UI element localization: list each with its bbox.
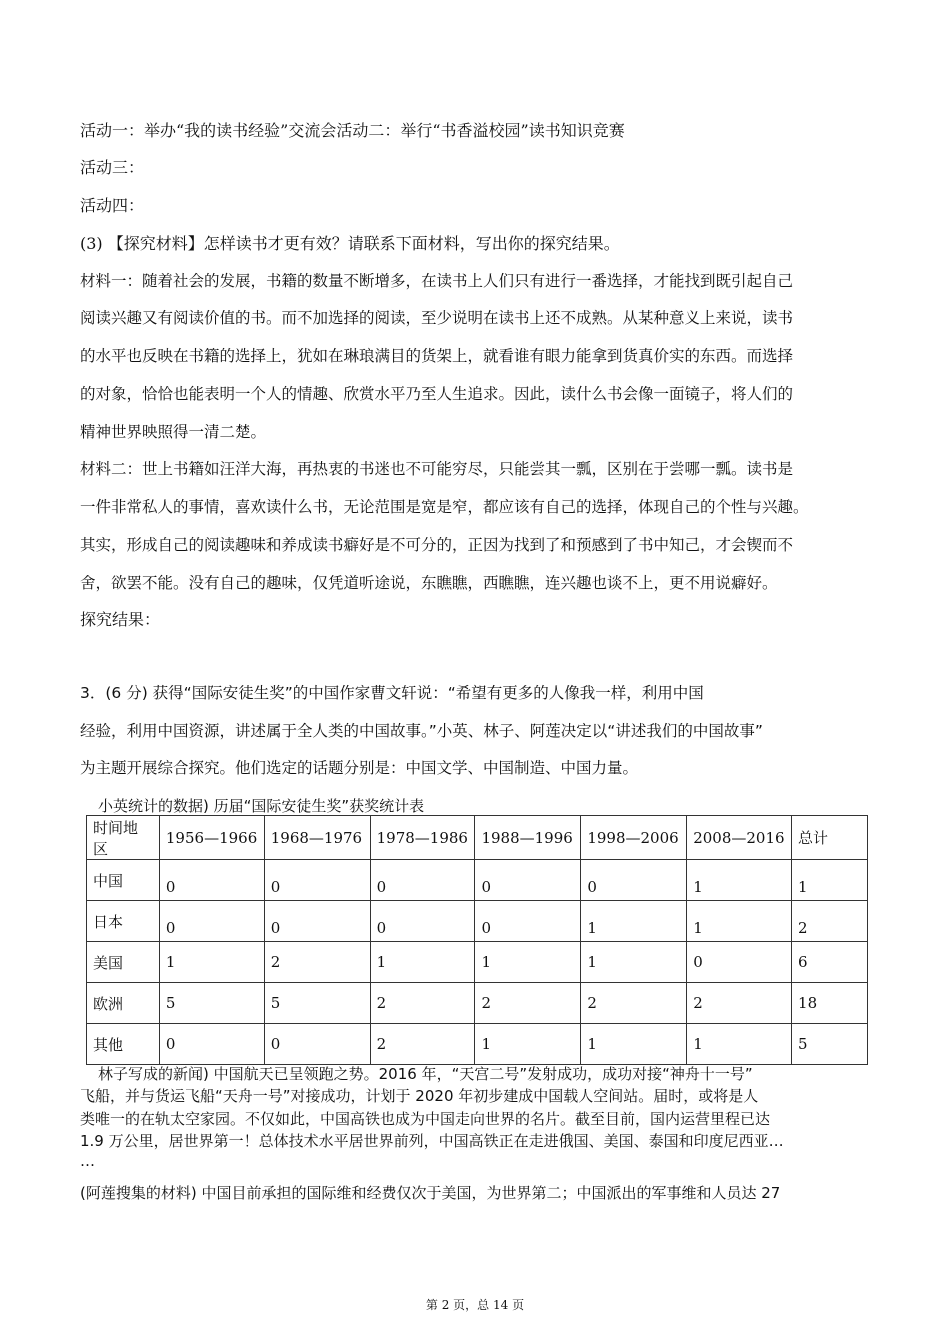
value-cell: 1: [581, 901, 687, 942]
value-cell: 2: [687, 983, 792, 1024]
region-cell: 美国: [87, 942, 160, 983]
table-row: [87, 901, 868, 942]
activity-line-1: 活动一：举办“我的读书经验”交流会活动二：举行“书香溢校园”读书知识竞赛: [80, 121, 625, 140]
activity-line-3: 活动四：: [80, 196, 145, 215]
value-cell: 1: [792, 860, 868, 901]
header-period-cell: 1956—1966: [159, 816, 264, 860]
value-cell: 0: [159, 860, 264, 901]
value-cell: 0: [370, 901, 475, 942]
value-cell: 1: [581, 1024, 687, 1065]
paragraph-line: 精神世界映照得一清二楚。: [80, 423, 267, 441]
value-cell: 2: [581, 983, 687, 1024]
value-cell: 2: [475, 983, 581, 1024]
paragraph-line: 舍，欲罢不能。没有自己的趣味，仅凭道听途说，东瞧瞧，西瞧瞧，连兴趣也谈不上，更不用说癖好。: [80, 574, 778, 592]
region-cell: 欧洲: [87, 983, 160, 1024]
question-3-part3-prompt: (3) 【探究材料】怎样读书才更有效？请联系下面材料，写出你的探究结果。: [80, 234, 620, 253]
page-footer: 第 2 页，总 14 页: [425, 1298, 525, 1312]
table-row: [87, 942, 868, 983]
value-cell: 1: [475, 942, 581, 983]
value-cell: 0: [264, 860, 370, 901]
result-label: 探究结果：: [80, 610, 161, 629]
paragraph-line: 一件非常私人的事情，喜欢读什么书，无论范围是宽是窄，都应该有自己的选择，体现自己的个性与兴趣。: [80, 498, 809, 516]
paragraph-line: 类唯一的在轨太空家园。不仅如此，中国高铁也成为中国走向世界的名片。截至目前，国内运营里程已达: [80, 1110, 771, 1128]
value-cell: 2: [370, 1024, 475, 1065]
paragraph-line: 其实，形成自己的阅读趣味和养成读书癖好是不可分的，正因为找到了和预感到了书中知己，才会锲而不: [80, 536, 794, 554]
value-cell: 5: [792, 1024, 868, 1065]
paragraph-line: 经验，利用中国资源，讲述属于全人类的中国故事。”小英、林子、阿莲决定以“讲述我们的中国故事”: [80, 722, 763, 740]
paragraph-line: …: [80, 1152, 95, 1170]
value-cell: 1: [370, 942, 475, 983]
header-corner-line: 区: [93, 839, 109, 858]
table-caption: 小英统计的数据) 历届“国际安徒生奖”获奖统计表: [98, 797, 425, 815]
region-cell: 日本: [87, 901, 160, 942]
value-cell: 0: [264, 901, 370, 942]
alian-material: (阿莲搜集的材料) 中国目前承担的国际维和经费仅次于美国，为世界第二；中国派出的军事维和人员达 27: [80, 1184, 781, 1202]
paragraph-line: 1.9 万公里，居世界第一！总体技术水平居世界前列，中国高铁正在走进俄国、美国、泰国和印度尼西亚…: [80, 1132, 784, 1150]
value-cell: 2: [370, 983, 475, 1024]
value-cell: 2: [264, 942, 370, 983]
value-cell: 2: [792, 901, 868, 942]
paragraph-line: 材料一：随着社会的发展，书籍的数量不断增多，在读书上人们只有进行一番选择，才能找到既引起自己: [80, 272, 794, 290]
value-cell: 0: [264, 1024, 370, 1065]
paragraph-line: 的水平也反映在书籍的选择上，犹如在琳琅满目的货架上，就看谁有眼力能拿到货真价实的东西。而选择: [80, 347, 794, 365]
value-cell: 5: [159, 983, 264, 1024]
value-cell: 1: [581, 942, 687, 983]
value-cell: 18: [792, 983, 868, 1024]
paragraph-line: 的对象，恰恰也能表明一个人的情趣、欣赏水平乃至人生追求。因此，读什么书会像一面镜子，将人们的: [80, 385, 794, 403]
table-row: [87, 983, 868, 1024]
value-cell: 1: [687, 901, 792, 942]
value-cell: 5: [264, 983, 370, 1024]
value-cell: 6: [792, 942, 868, 983]
paragraph-line: 飞船，并与货运飞船“天舟一号”对接成功，计划于 2020 年初步建成中国载人空间站。届时，或将是人: [80, 1087, 759, 1105]
paragraph-line: 3．(6 分) 获得“国际安徒生奖”的中国作家曹文轩说：“希望有更多的人像我一样，利用中国: [80, 684, 704, 702]
table-header-row: [87, 816, 868, 860]
paragraph-line: 为主题开展综合探究。他们选定的话题分别是：中国文学、中国制造、中国力量。: [80, 759, 639, 777]
paragraph-line: 材料二：世上书籍如汪洋大海，再热衷的书迷也不可能穷尽，只能尝其一瓢，区别在于尝哪一瓢。读书是: [80, 460, 794, 478]
header-corner-cell: [87, 816, 160, 860]
paragraph-line: 阅读兴趣又有阅读价值的书。而不加选择的阅读，至少说明在读书上还不成熟。从某种意义上来说，读书: [80, 309, 794, 327]
region-cell: 其他: [87, 1024, 160, 1065]
table-row: [87, 1024, 868, 1065]
header-corner-line: 时间地: [93, 818, 139, 837]
value-cell: 0: [687, 942, 792, 983]
value-cell: 1: [687, 860, 792, 901]
table-row: [87, 860, 868, 901]
header-period-cell: 1988—1996: [475, 816, 581, 860]
value-cell: 0: [370, 860, 475, 901]
value-cell: 0: [475, 860, 581, 901]
header-period-cell: 1978—1986: [370, 816, 475, 860]
award-stats-table: [86, 815, 868, 1065]
header-period-cell: 2008—2016: [687, 816, 792, 860]
region-cell: 中国: [87, 860, 160, 901]
value-cell: 0: [581, 860, 687, 901]
value-cell: 1: [159, 942, 264, 983]
activity-line-2: 活动三：: [80, 158, 145, 177]
value-cell: 1: [475, 1024, 581, 1065]
header-period-cell: 1998—2006: [581, 816, 687, 860]
value-cell: 1: [687, 1024, 792, 1065]
paragraph-line: 林子写成的新闻) 中国航天已呈领跑之势。2016 年，“天宫二号”发射成功，成功对接“神舟十一号”: [98, 1065, 753, 1083]
value-cell: 0: [159, 901, 264, 942]
header-period-cell: 1968—1976: [264, 816, 370, 860]
value-cell: 0: [475, 901, 581, 942]
value-cell: 0: [159, 1024, 264, 1065]
header-total-cell: 总计: [792, 816, 868, 860]
